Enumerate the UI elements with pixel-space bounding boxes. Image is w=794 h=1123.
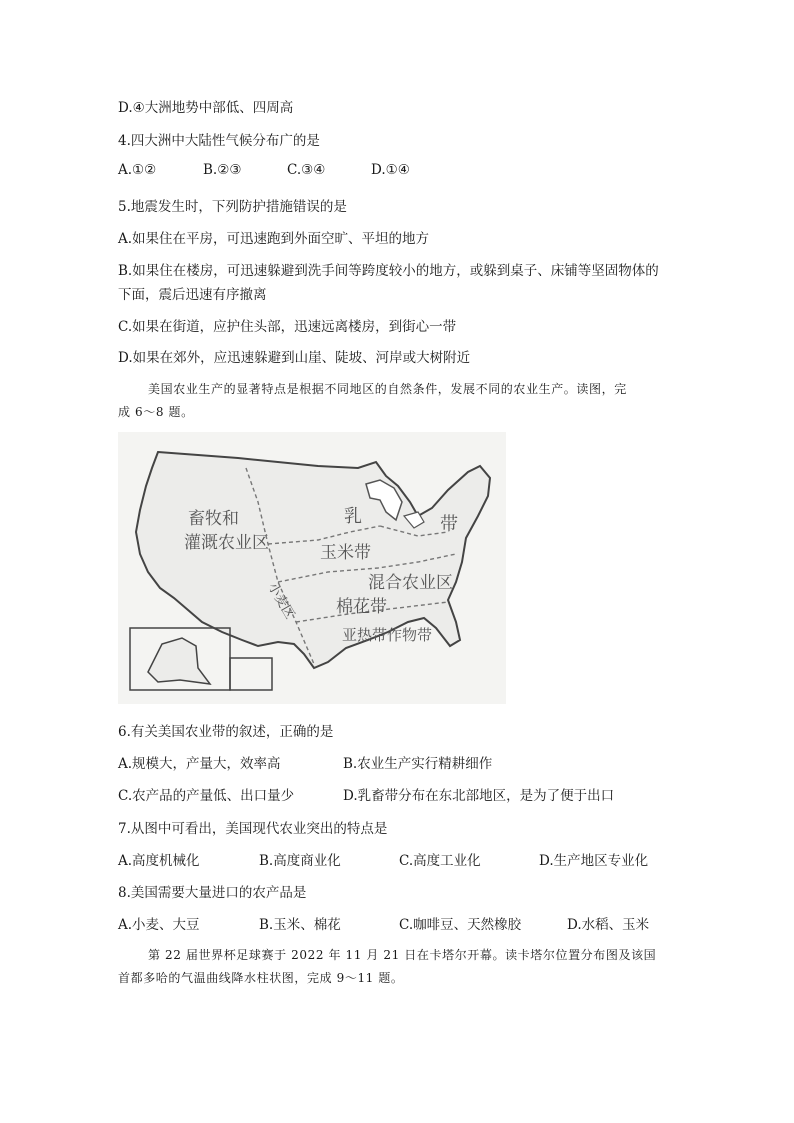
intro-6-8-line1: 美国农业生产的显著特点是根据不同地区的自然条件，发展不同的农业生产。读图，完 — [148, 382, 627, 396]
q7-option-d: D.生产地区专业化 — [539, 853, 649, 869]
q7-option-a: A.高度机械化 — [118, 853, 200, 869]
q5-option-b-line1: B.如果住在楼房，可迅速躲避到洗手间等跨度较小的地方，或躲到桌子、床铺等坚固物体的 — [118, 263, 659, 279]
label-corn: 玉米带 — [320, 543, 371, 563]
q6-option-d: D.乳畜带分布在东北部地区，是为了便于出口 — [343, 788, 615, 804]
q4-option-a: A.①② — [118, 162, 157, 178]
us-agriculture-map — [118, 432, 506, 704]
q8-option-b: B.玉米、棉花 — [259, 917, 341, 933]
label-mixed: 混合农业区 — [368, 573, 453, 593]
label-subtropical: 亚热带作物带 — [342, 626, 433, 644]
intro-6-8-line2: 成 6～8 题。 — [118, 405, 194, 419]
q8-option-d: D.水稻、玉米 — [567, 917, 650, 933]
intro-9-11-line2: 首都多哈的气温曲线降水柱状图，完成 9～11 题。 — [118, 971, 404, 985]
q4-option-c: C.③④ — [287, 162, 326, 178]
label-ranching-2: 灌溉农业区 — [184, 533, 269, 553]
q6-option-a: A.规模大，产量大，效率高 — [118, 756, 281, 772]
q4-option-b: B.②③ — [203, 162, 242, 178]
question-7: 7.从图中可看出，美国现代农业突出的特点是 — [118, 821, 388, 837]
q5-option-b-line2: 下面，震后迅速有序撤离 — [118, 287, 267, 303]
question-5: 5.地震发生时，下列防护措施错误的是 — [118, 199, 347, 215]
q6-option-c: C.农产品的产量低、出口量少 — [118, 788, 295, 804]
label-cotton: 棉花带 — [336, 597, 387, 617]
q6-option-b: B.农业生产实行精耕细作 — [343, 756, 493, 772]
question-8: 8.美国需要大量进口的农产品是 — [118, 885, 307, 901]
q3-option-d: D.④大洲地势中部低、四周高 — [118, 100, 294, 116]
q4-option-d: D.①④ — [371, 162, 410, 178]
question-6: 6.有关美国农业带的叙述，正确的是 — [118, 724, 334, 740]
intro-9-11-line1: 第 22 届世界杯足球赛于 2022 年 11 月 21 日在卡塔尔开幕。读卡塔尔位置分布图及该国 — [148, 948, 657, 962]
q7-option-c: C.高度工业化 — [399, 853, 481, 869]
question-4: 4.四大洲中大陆性气候分布广的是 — [118, 133, 320, 149]
label-ranching-1: 畜牧和 — [188, 509, 239, 529]
label-dairy-right: 带 — [440, 514, 458, 535]
q5-option-d: D.如果在郊外，应迅速躲避到山崖、陡坡、河岸或大树附近 — [118, 350, 471, 366]
q5-option-c: C.如果在街道，应护住头部，迅速远离楼房，到街心一带 — [118, 319, 457, 335]
q8-option-c: C.咖啡豆、天然橡胶 — [399, 917, 522, 933]
label-dairy-left: 乳 — [344, 506, 362, 527]
q8-option-a: A.小麦、大豆 — [118, 917, 200, 933]
q5-option-a: A.如果住在平房，可迅速跑到外面空旷、平坦的地方 — [118, 231, 430, 247]
q7-option-b: B.高度商业化 — [259, 853, 341, 869]
label-wheat: 小麦区 — [264, 580, 298, 622]
